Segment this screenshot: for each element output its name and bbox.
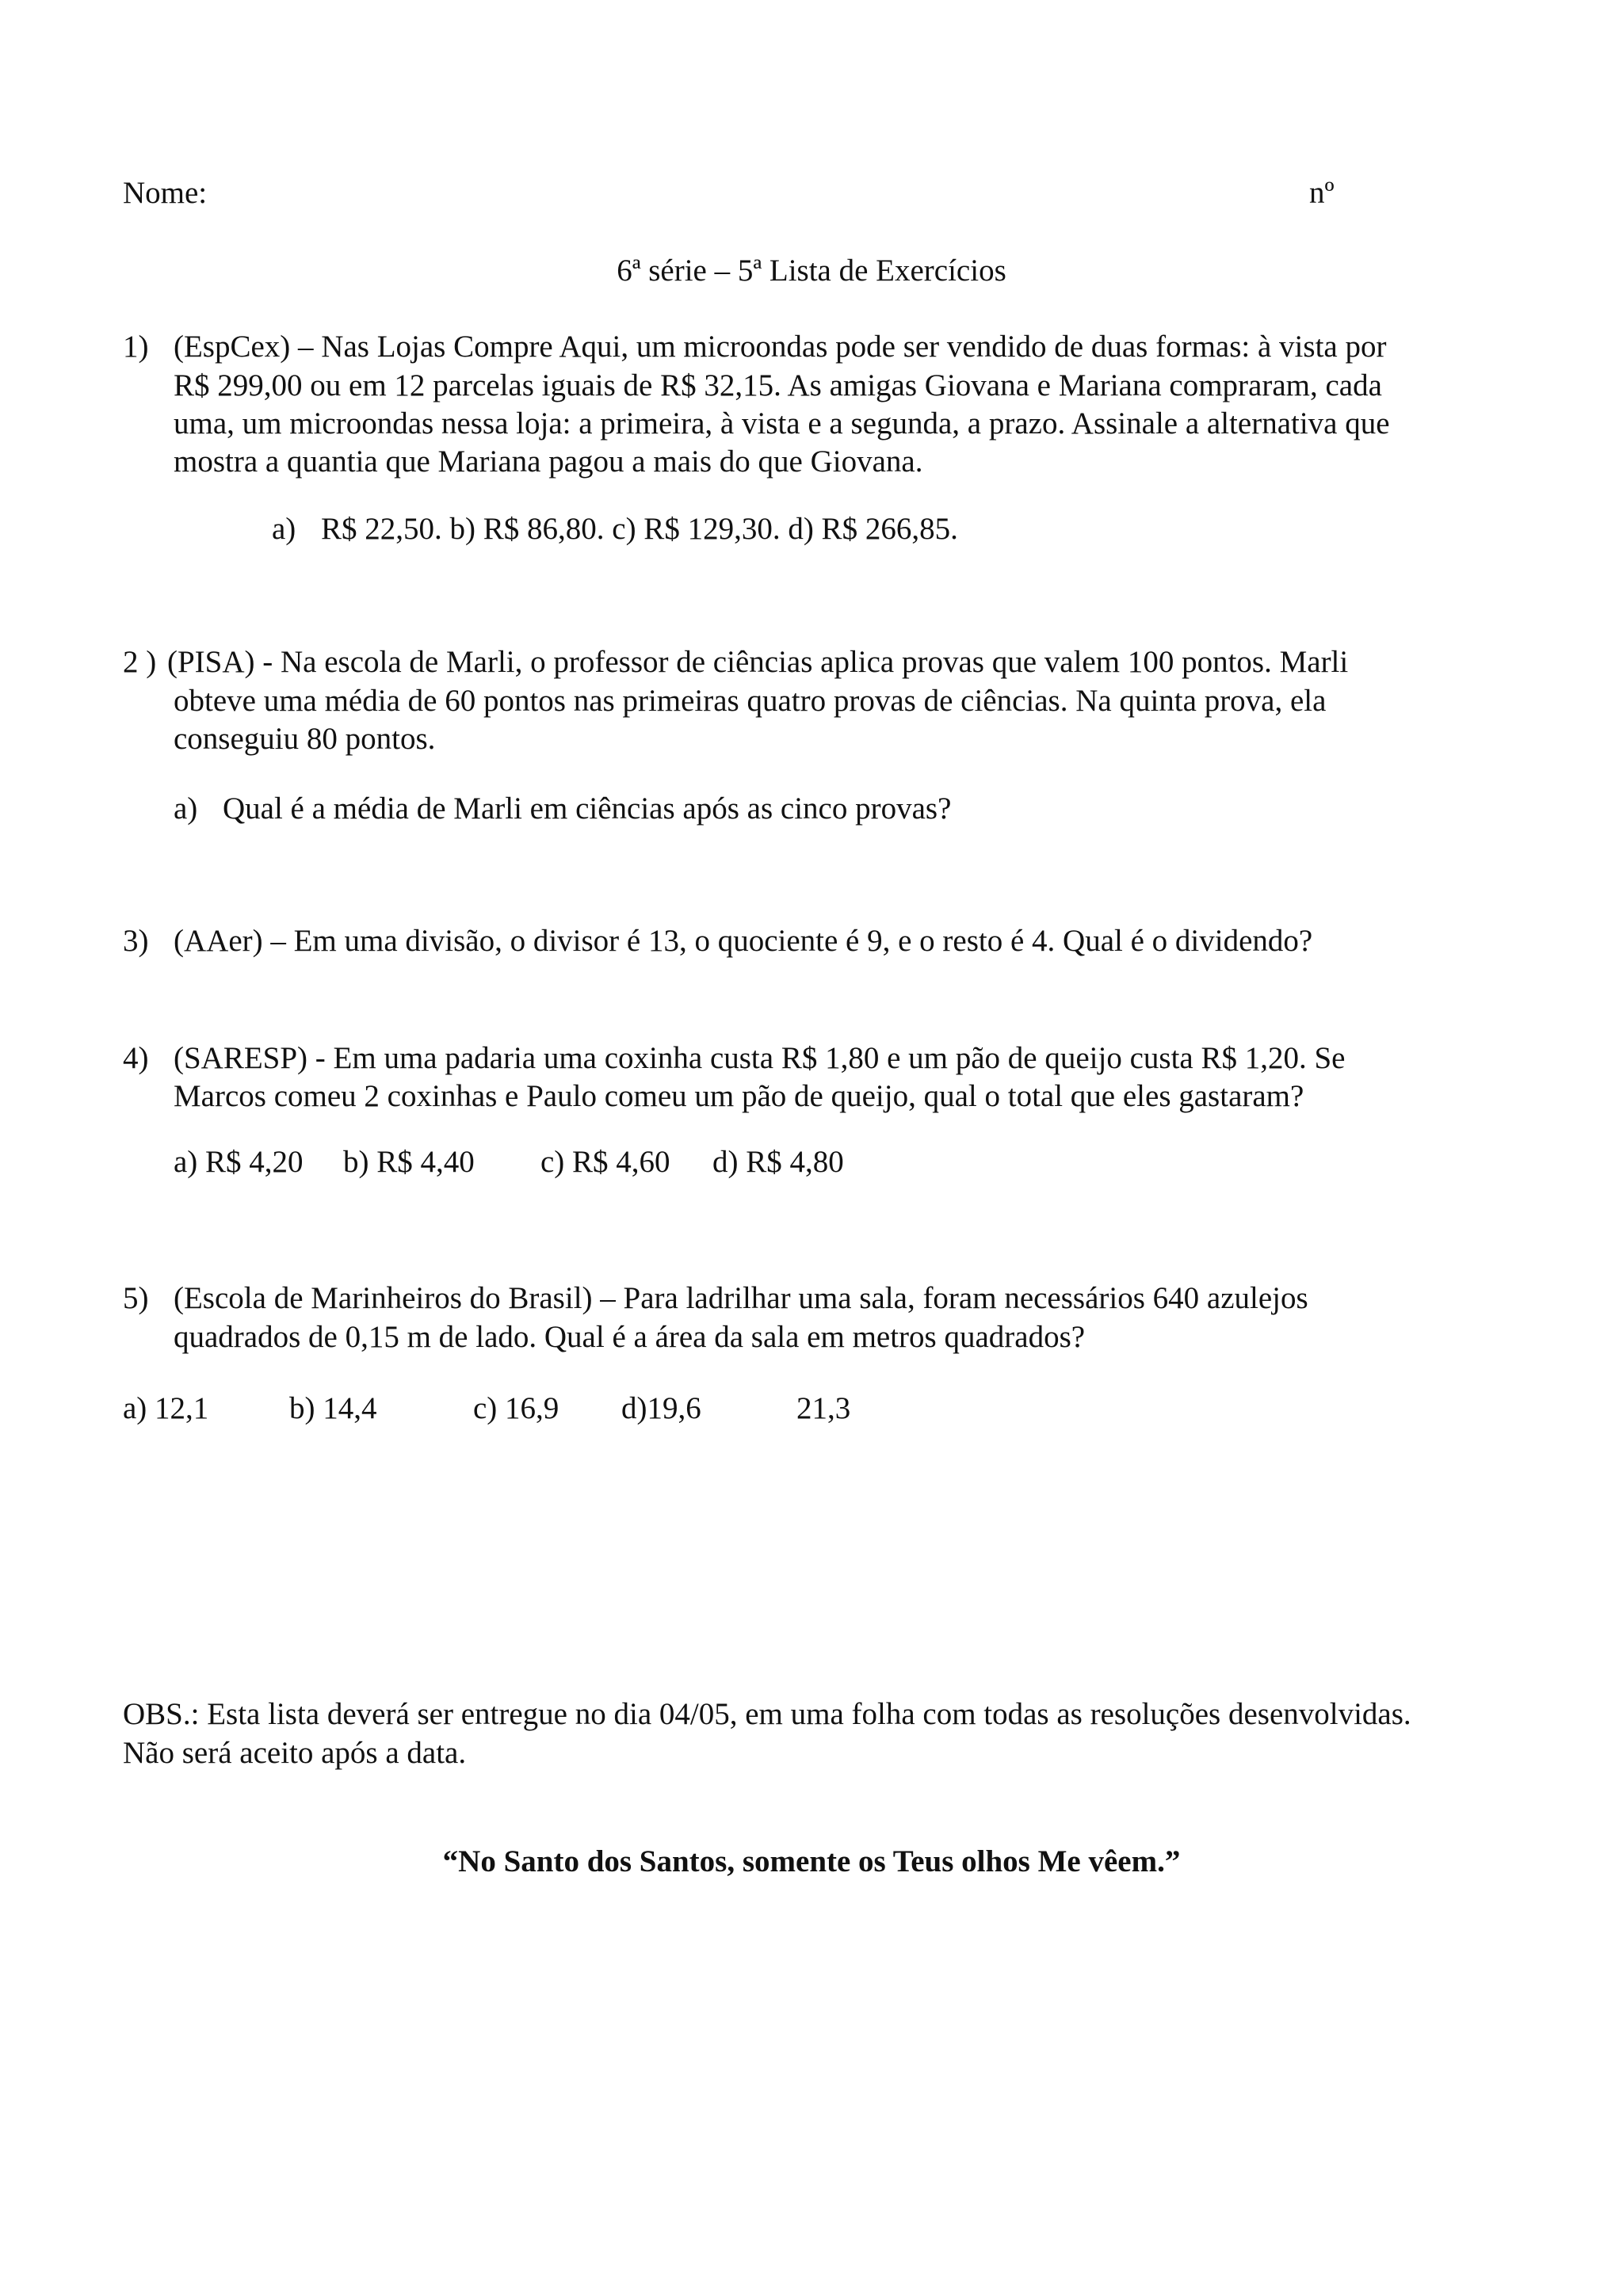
option-e: 21,3 [796,1391,851,1425]
name-label: Nome: [123,176,208,210]
page-title: 6ª série – 5ª Lista de Exercícios [617,254,1006,288]
question-number: 2 ) [123,645,157,679]
question-text-line: (Escola de Marinheiros do Brasil) – Para ladrilhar uma sala, foram necessários 640 azulejos [174,1281,1308,1315]
option-c: c) R$ 4,60 [540,1145,670,1179]
obs-line-1: OBS.: Esta lista deverá ser entregue no dia 04/05, em uma folha com todas as resoluções desenvolvidas. [123,1697,1411,1731]
option-b: b) 14,4 [289,1391,377,1425]
question-number: 5) [123,1281,149,1315]
question-number: 4) [123,1041,149,1075]
question-text-line: quadrados de 0,15 m de lado. Qual é a área da sala em metros quadrados? [174,1320,1086,1354]
options-text: R$ 22,50. b) R$ 86,80. c) R$ 129,30. d) R$ 266,85. [321,512,958,546]
question-text-line: (SARESP) - Em uma padaria uma coxinha custa R$ 1,80 e um pão de queijo custa R$ 1,20. Se [174,1041,1346,1075]
obs-line-2: Não será aceito após a data. [123,1736,467,1770]
option-d: d)19,6 [621,1391,701,1425]
question-text-line: conseguiu 80 pontos. [174,722,436,756]
question-number: 3) [123,924,149,958]
option-d: d) R$ 4,80 [712,1145,844,1179]
option-c: c) 16,9 [473,1391,559,1425]
question-text-line: R$ 299,00 ou em 12 parcelas iguais de R$ 32,15. As amigas Giovana e Mariana compraram, cada [174,368,1382,402]
number-label: nº [1309,176,1335,210]
closing-quote: “No Santo dos Santos, somente os Teus olhos Me vêem.” [442,1844,1181,1878]
sub-question-text: Qual é a média de Marli em ciências após as cinco provas? [223,791,952,826]
question-text-line: uma, um microondas nessa loja: a primeira, à vista e a segunda, a prazo. Assinale a alternativa que [174,406,1390,441]
question-text-line: Marcos comeu 2 coxinhas e Paulo comeu um pão de queijo, qual o total que eles gastaram? [174,1079,1304,1113]
question-text-line: (PISA) - Na escola de Marli, o professor de ciências aplica provas que valem 100 pontos. Marli [167,645,1349,679]
option-b: b) R$ 4,40 [343,1145,475,1179]
option-a: a) 12,1 [123,1391,209,1425]
option-a: a) R$ 4,20 [174,1145,304,1179]
sub-question-label: a) [174,791,198,826]
option-label: a) [272,512,296,546]
question-number: 1) [123,330,149,364]
question-text-line: obteve uma média de 60 pontos nas primeiras quatro provas de ciências. Na quinta prova, ela [174,684,1327,718]
question-text-line: (EspCex) – Nas Lojas Compre Aqui, um microondas pode ser vendido de duas formas: à vista por [174,330,1387,364]
question-text-line: mostra a quantia que Mariana pagou a mais do que Giovana. [174,444,923,479]
question-text-line: (AAer) – Em uma divisão, o divisor é 13, o quociente é 9, e o resto é 4. Qual é o dividendo? [174,924,1313,958]
